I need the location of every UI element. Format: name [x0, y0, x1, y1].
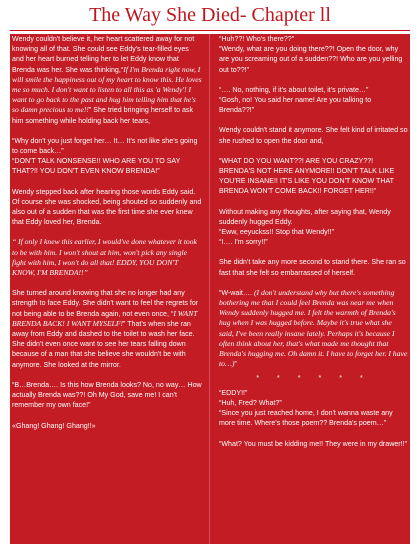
paragraph: Wendy couldn't believe it, her heart scattered away for not knowing all of that. She could see Eddy's tear-filled eyes and her heart burned telling her to let Eddy know that Brenda was her. She was thinking,“If I'm Brenda right now, I will smile the happiness out of my heart to know this. He loves me so much. I don't want to listen to all this as 'a Wendy'! I want to go back to the past and hug him telling him that he's so damn precious to me!!” She tried bringing herself to ask him something while holding back her tears,	[12, 35, 202, 125]
paragraph: Wendy couldn't stand it anymore. She felt kind of irritated so she rushed to open the door and,	[219, 126, 408, 145]
paragraph: «Ghang! Ghang! Ghang!!»	[12, 421, 96, 430]
paragraph: “WHAT DO YOU WANT??! ARE YOU CRAZY??! BRENDA'S NOT HERE ANYMORE!! DON'T TALK LIKE YOU'RE INSANE!! IT'S LIKE YOU DON'T KNOW THAT BRENDA WON'T COME BACK!! FORGET HER!!”	[219, 156, 395, 196]
paragraph: “B…Brenda…. Is this how Brenda looks? No, no way… How actually Brenda was??! Oh My God, save me! I can't remember my own face!”	[12, 380, 202, 410]
paragraph: Without making any thoughts, after saying that, Wendy suddenly hugged Eddy. “Eww, eeyuckss!! Stop that Wendy!!” “I…. I'm sorry!!”	[219, 207, 391, 247]
paragraph: “Huh??! Who's there??” “Wendy, what are you doing there??! Open the door, why are you screaming out of a sudden??! Who are you yelling out to??!”	[219, 35, 403, 74]
paragraph-thought: “ If only I knew this earlier, I would've done whatever it took to be with him. I won't shout at him, won't pick any single fight with him, I won't do all that! EDDY, YOU DON'T KNOW, I'M BRENDA!!”	[12, 237, 197, 278]
paragraph: “Why don't you just forget her… It… It's not like she's going to come back…” “DON'T TALK NONSENSE!! WHO ARE YOU TO SAY THAT?!! YOU DON'T EVEN KNOW BRENDA!”	[12, 136, 198, 176]
paragraph: “What? You must be kidding me!! They were in my drawer!!”	[219, 439, 407, 448]
paragraph: Wendy stepped back after hearing those words Eddy said. Of course she was shocked, being shouted so suddenly and also out of a sudden that was the first time she ever knew that Eddy loved her, Brenda.	[12, 187, 202, 227]
scene-break-stars: * * * * * *	[256, 374, 371, 383]
paragraph: “EDDY!!” “Huh, Fred? What?” “Since you just reached home, I don't wanna waste any more time. Where's those poem?? Brenda's poem…”	[219, 388, 393, 428]
paragraph: She turned around knowing that she no longer had any strength to face Eddy. She didn't want to feel the regrets for not being able to be Brenda again, not even once, “I WANT BRENDA BACK! I WANT MYSELF!” That's when she ran away from Eddy and dashed to the toilet to wash her face. She didn't even once want to see her tears falling down because of a man that she believe she wouldn't be with anymore. She looked at the mirror.	[12, 289, 199, 369]
right-column	[219, 34, 408, 459]
title-rule-top	[10, 30, 410, 31]
column-divider	[209, 34, 210, 544]
story-page	[10, 34, 410, 544]
paragraph: She didn't take any more second to stand there. She ran so fast that she felt so embarrassed of herself.	[219, 258, 406, 277]
paragraph: “…. No, nothing, if it's about toilet, it's private…” “Gosh, no! You said her name! Are you talking to Brenda??!”	[219, 85, 372, 115]
chapter-title: The Way She Died- Chapter ll	[89, 4, 331, 26]
paragraph: “W-wait…. (I don't understand why but there's something bothering me that I could feel Brenda was near me when Wendy suddenly hugged me. I felt the warmth of Brenda's hug when I was hugged before. Maybe it's true what she said, I've been really insane lately. Perhaps it's because I often think about her, that's what made me thought that Brenda's hugging me. Oh damn it. I have to forget her. I have to…)”	[219, 287, 408, 369]
left-column	[12, 34, 202, 441]
